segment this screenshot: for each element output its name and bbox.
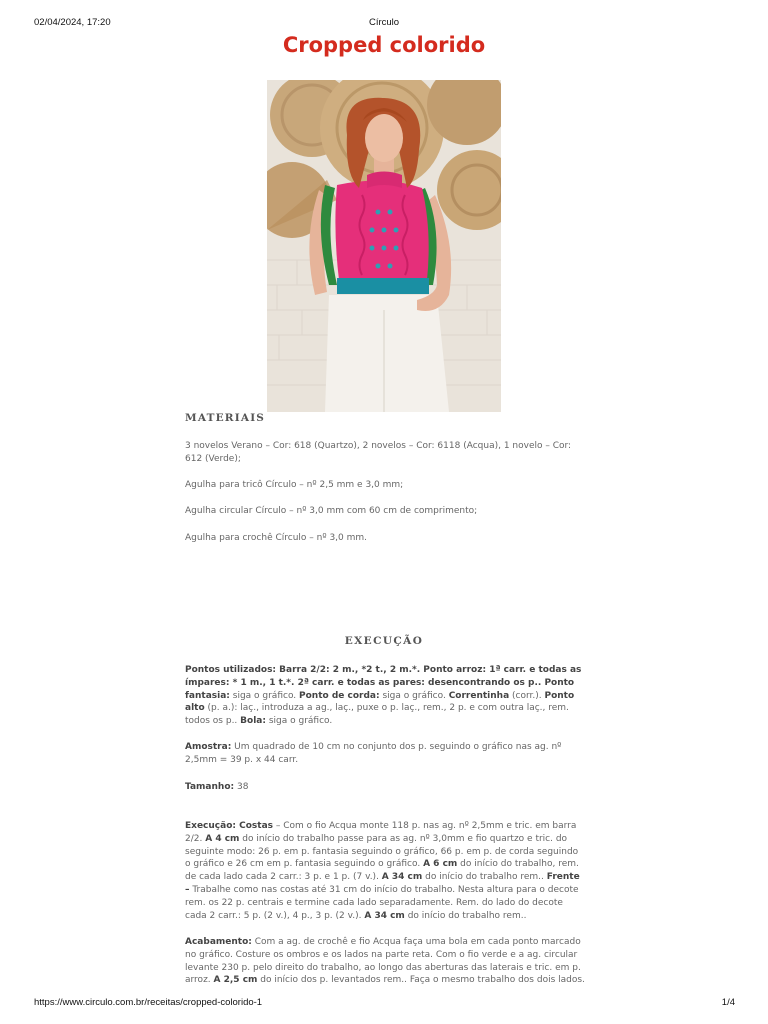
section-heading-execucao: EXECUÇÃO: [344, 635, 424, 647]
pontos-label: Bola:: [240, 716, 266, 727]
frente-label: Frente –: [185, 872, 580, 895]
material-item: Agulha para crochê Círculo – nº 3,0 mm.: [185, 533, 368, 543]
costas-label: A 34 cm: [364, 910, 405, 921]
materials-list-item-4: [185, 532, 585, 545]
costas-text: do início do trabalho rem..: [404, 910, 527, 921]
product-photo: [267, 80, 501, 412]
pontos-label: Pontos utilizados: Barra 2/2: 2 m., *2 t., 2 m.*. Ponto arroz: 1ª carr. e todas as ímpares: * 1 m., 1 t.*. 2ª carr. e todas as pares: desencontrando os p.. Ponto fantasia:: [185, 665, 582, 701]
acabamento-label: Acabamento:: [185, 937, 252, 947]
tamanho-label: Tamanho:: [185, 782, 235, 792]
costas-label: A 34 cm: [381, 872, 423, 883]
costas-label: Execução: Costas: [185, 821, 274, 831]
materials-list-item-2: [185, 479, 585, 492]
costas-text: do início do trabalho passe para as ag. nº 3,0mm e fio quartzo e tric. do seguinte modo: 26 p. em p. fantasia seguindo o gráfico, 66 p. em p. de corda seguindo o gráfico e 26 cm em p. fantasia seguindo o gráfico.: [185, 833, 579, 870]
pontos-label: Correntinha: [448, 690, 510, 701]
pontos-paragraph: [185, 664, 585, 728]
print-datetime: 02/04/2024, 17:20: [34, 17, 111, 28]
materials-list-item-3: [185, 505, 585, 518]
tamanho-paragraph: [185, 781, 585, 794]
pontos-text: (corr.).: [509, 690, 545, 701]
material-item: 3 novelos Verano – Cor: 618 (Quartzo), 2 novelos – Cor: 6118 (Acqua), 1 novelo – Cor: 612 (Verde);: [185, 441, 572, 464]
material-item: Agulha circular Círculo – nº 3,0 mm com 60 cm de comprimento;: [185, 506, 478, 516]
costas-label: A 6 cm: [423, 859, 458, 870]
page-title: Cropped colorido: [282, 33, 486, 57]
amostra-label: Amostra:: [185, 742, 232, 752]
costas-label: A 4 cm: [205, 833, 240, 844]
print-site-name: Círculo: [368, 17, 400, 28]
acabamento-text: do início dos p. levantados rem.. Faça o mesmo trabalho dos dois lados.: [257, 975, 585, 986]
pontos-text: siga o gráfico.: [229, 690, 300, 701]
frente-text: Trabalhe como nas costas até 31 cm do início do trabalho. Nesta altura para o decote rem. os 22 p. centrais e termine cada lado separadamente. Rem. do lado do decote cada 2 carr.: 5 p. (2 v.), 4 p., 3 p. (2 v.).: [185, 884, 579, 921]
execucao-costas-paragraph: [185, 820, 585, 922]
pontos-text: siga o gráfico.: [379, 690, 449, 701]
acabamento-label: A 2,5 cm: [213, 975, 258, 986]
page-number: 1/4: [721, 997, 735, 1008]
amostra-text: Um quadrado de 10 cm no conjunto dos p. seguindo o gráfico nas ag. nº 2,5mm = 39 p. x 44 carr.: [185, 742, 562, 765]
materials-list: [185, 440, 585, 466]
acabamento-text: Com a ag. de crochê e fio Acqua faça uma bola em cada ponto marcado no gráfico. Costure os ombros e os lados na parte reta. Com o fio verde e a ag. circular levante 230 p. pelo direito do trabalho, ao longo das aberturas das laterais e tric. em p. arroz.: [185, 937, 581, 986]
pontos-label: Ponto alto: [185, 690, 575, 714]
costas-text: – Com o fio Acqua monte 118 p. nas ag. nº 2,5mm e tric. em barra 2/2.: [185, 821, 577, 844]
material-item: Agulha para tricô Círculo – nº 2,5 mm e 3,0 mm;: [185, 480, 404, 490]
acabamento-paragraph: [185, 936, 585, 987]
pontos-label: Ponto de corda:: [299, 690, 380, 701]
pontos-text: (p. a.): laç., introduza a ag., laç., puxe o p. laç., rem., 2 p. e com outra laç., rem. todos os p..: [185, 703, 569, 727]
amostra-paragraph: [185, 741, 585, 767]
tamanho-text: 38: [234, 782, 249, 792]
print-url: https://www.circulo.com.br/receitas/cropped-colorido-1: [34, 997, 263, 1008]
costas-text: do início do trabalho rem..: [422, 872, 547, 883]
costas-text: do início do trabalho, rem. de cada lado cada 2 carr.: 3 p. e 1 p. (7 v.).: [185, 859, 579, 883]
pontos-text: siga o gráfico.: [265, 716, 333, 727]
section-heading-materiais: MATERIAIS: [185, 412, 266, 424]
